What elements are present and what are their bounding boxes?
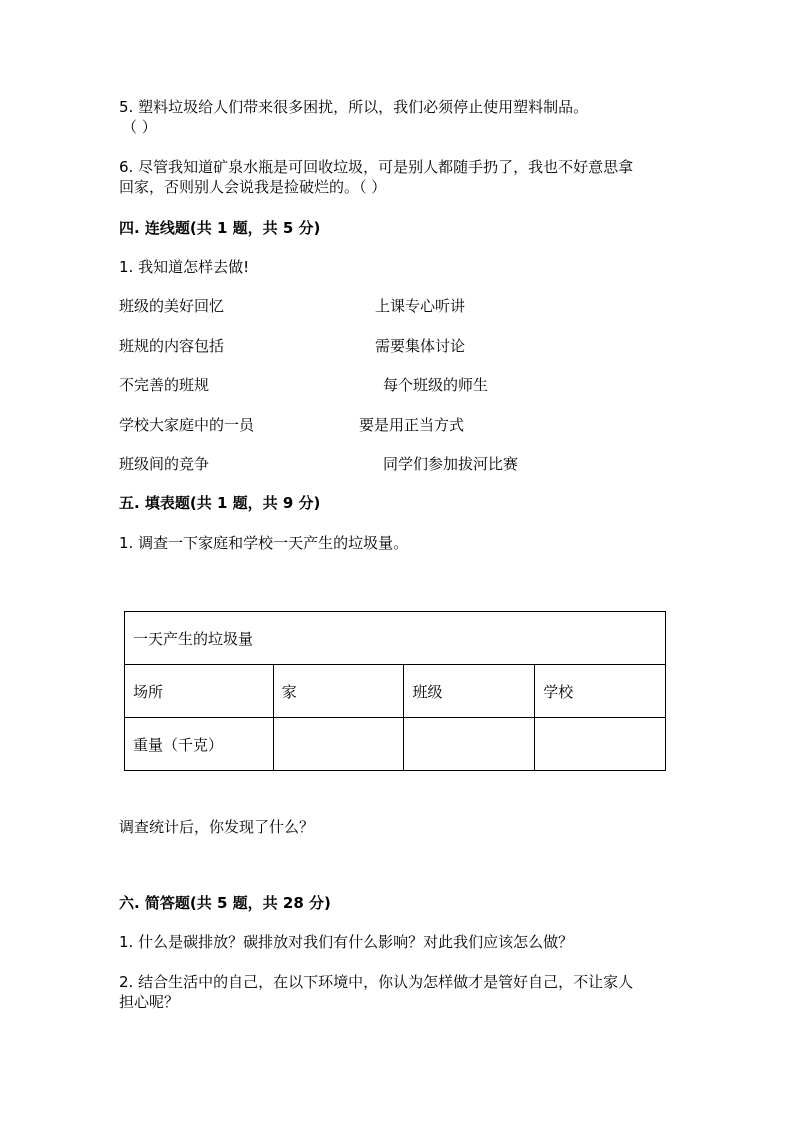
match-right-item[interactable]: 要是用正当方式 [359, 416, 465, 434]
question-5-text: 5. 塑料垃圾给人们带来很多困扰，所以，我们必须停止使用塑料制品。 [119, 98, 589, 116]
match-right-item[interactable]: 上课专心听讲 [375, 297, 466, 315]
table-row-label-weight: 重量（千克） [125, 718, 274, 771]
match-right-item[interactable]: 同学们参加拔河比赛 [383, 455, 519, 473]
match-right-item[interactable]: 需要集体讨论 [375, 337, 466, 355]
match-left-item[interactable]: 不完善的班规 [119, 376, 210, 394]
section-5-title: 五. 填表题(共 1 题，共 9 分) [119, 494, 321, 512]
question-5-answer-blank[interactable]: （ ） [122, 118, 157, 136]
section-6-title: 六. 简答题(共 5 题，共 28 分) [119, 894, 331, 912]
match-left-item[interactable]: 班规的内容包括 [119, 337, 225, 355]
section-5-question-1: 1. 调查一下家庭和学校一天产生的垃圾量。 [119, 534, 409, 552]
section-4-title: 四. 连线题(共 1 题，共 5 分) [119, 219, 321, 237]
section-6-question-1: 1. 什么是碳排放？碳排放对我们有什么影响？对此我们应该怎么做？ [119, 933, 574, 951]
trash-survey-table [124, 611, 666, 771]
question-6-text: 6. 尽管我知道矿泉水瓶是可回收垃圾，可是别人都随手扔了，我也不好意思拿 [119, 158, 634, 176]
match-right-item[interactable]: 每个班级的师生 [383, 376, 489, 394]
match-left-item[interactable]: 班级间的竞争 [119, 455, 210, 473]
section-6-question-2-cont: 担心呢？ [119, 993, 180, 1011]
table-header-class: 班级 [404, 665, 535, 718]
table-header-home: 家 [273, 665, 404, 718]
question-6-text-cont: 回家，否则别人会说我是捡破烂的。（ ） [119, 178, 387, 196]
table-cell-class-weight[interactable] [404, 718, 535, 771]
table-header-school: 学校 [535, 665, 666, 718]
section-5-followup: 调查统计后，你发现了什么？ [119, 818, 315, 836]
table-caption: 一天产生的垃圾量 [125, 612, 666, 665]
match-left-item[interactable]: 班级的美好回忆 [119, 297, 225, 315]
table-cell-school-weight[interactable] [535, 718, 666, 771]
section-6-question-2: 2. 结合生活中的自己，在以下环境中，你认为怎样做才是管好自己，不让家人 [119, 973, 634, 991]
match-left-item[interactable]: 学校大家庭中的一员 [119, 416, 255, 434]
table-cell-home-weight[interactable] [273, 718, 404, 771]
table-header-place: 场所 [125, 665, 274, 718]
section-4-question-1: 1. 我知道怎样去做! [119, 258, 250, 276]
